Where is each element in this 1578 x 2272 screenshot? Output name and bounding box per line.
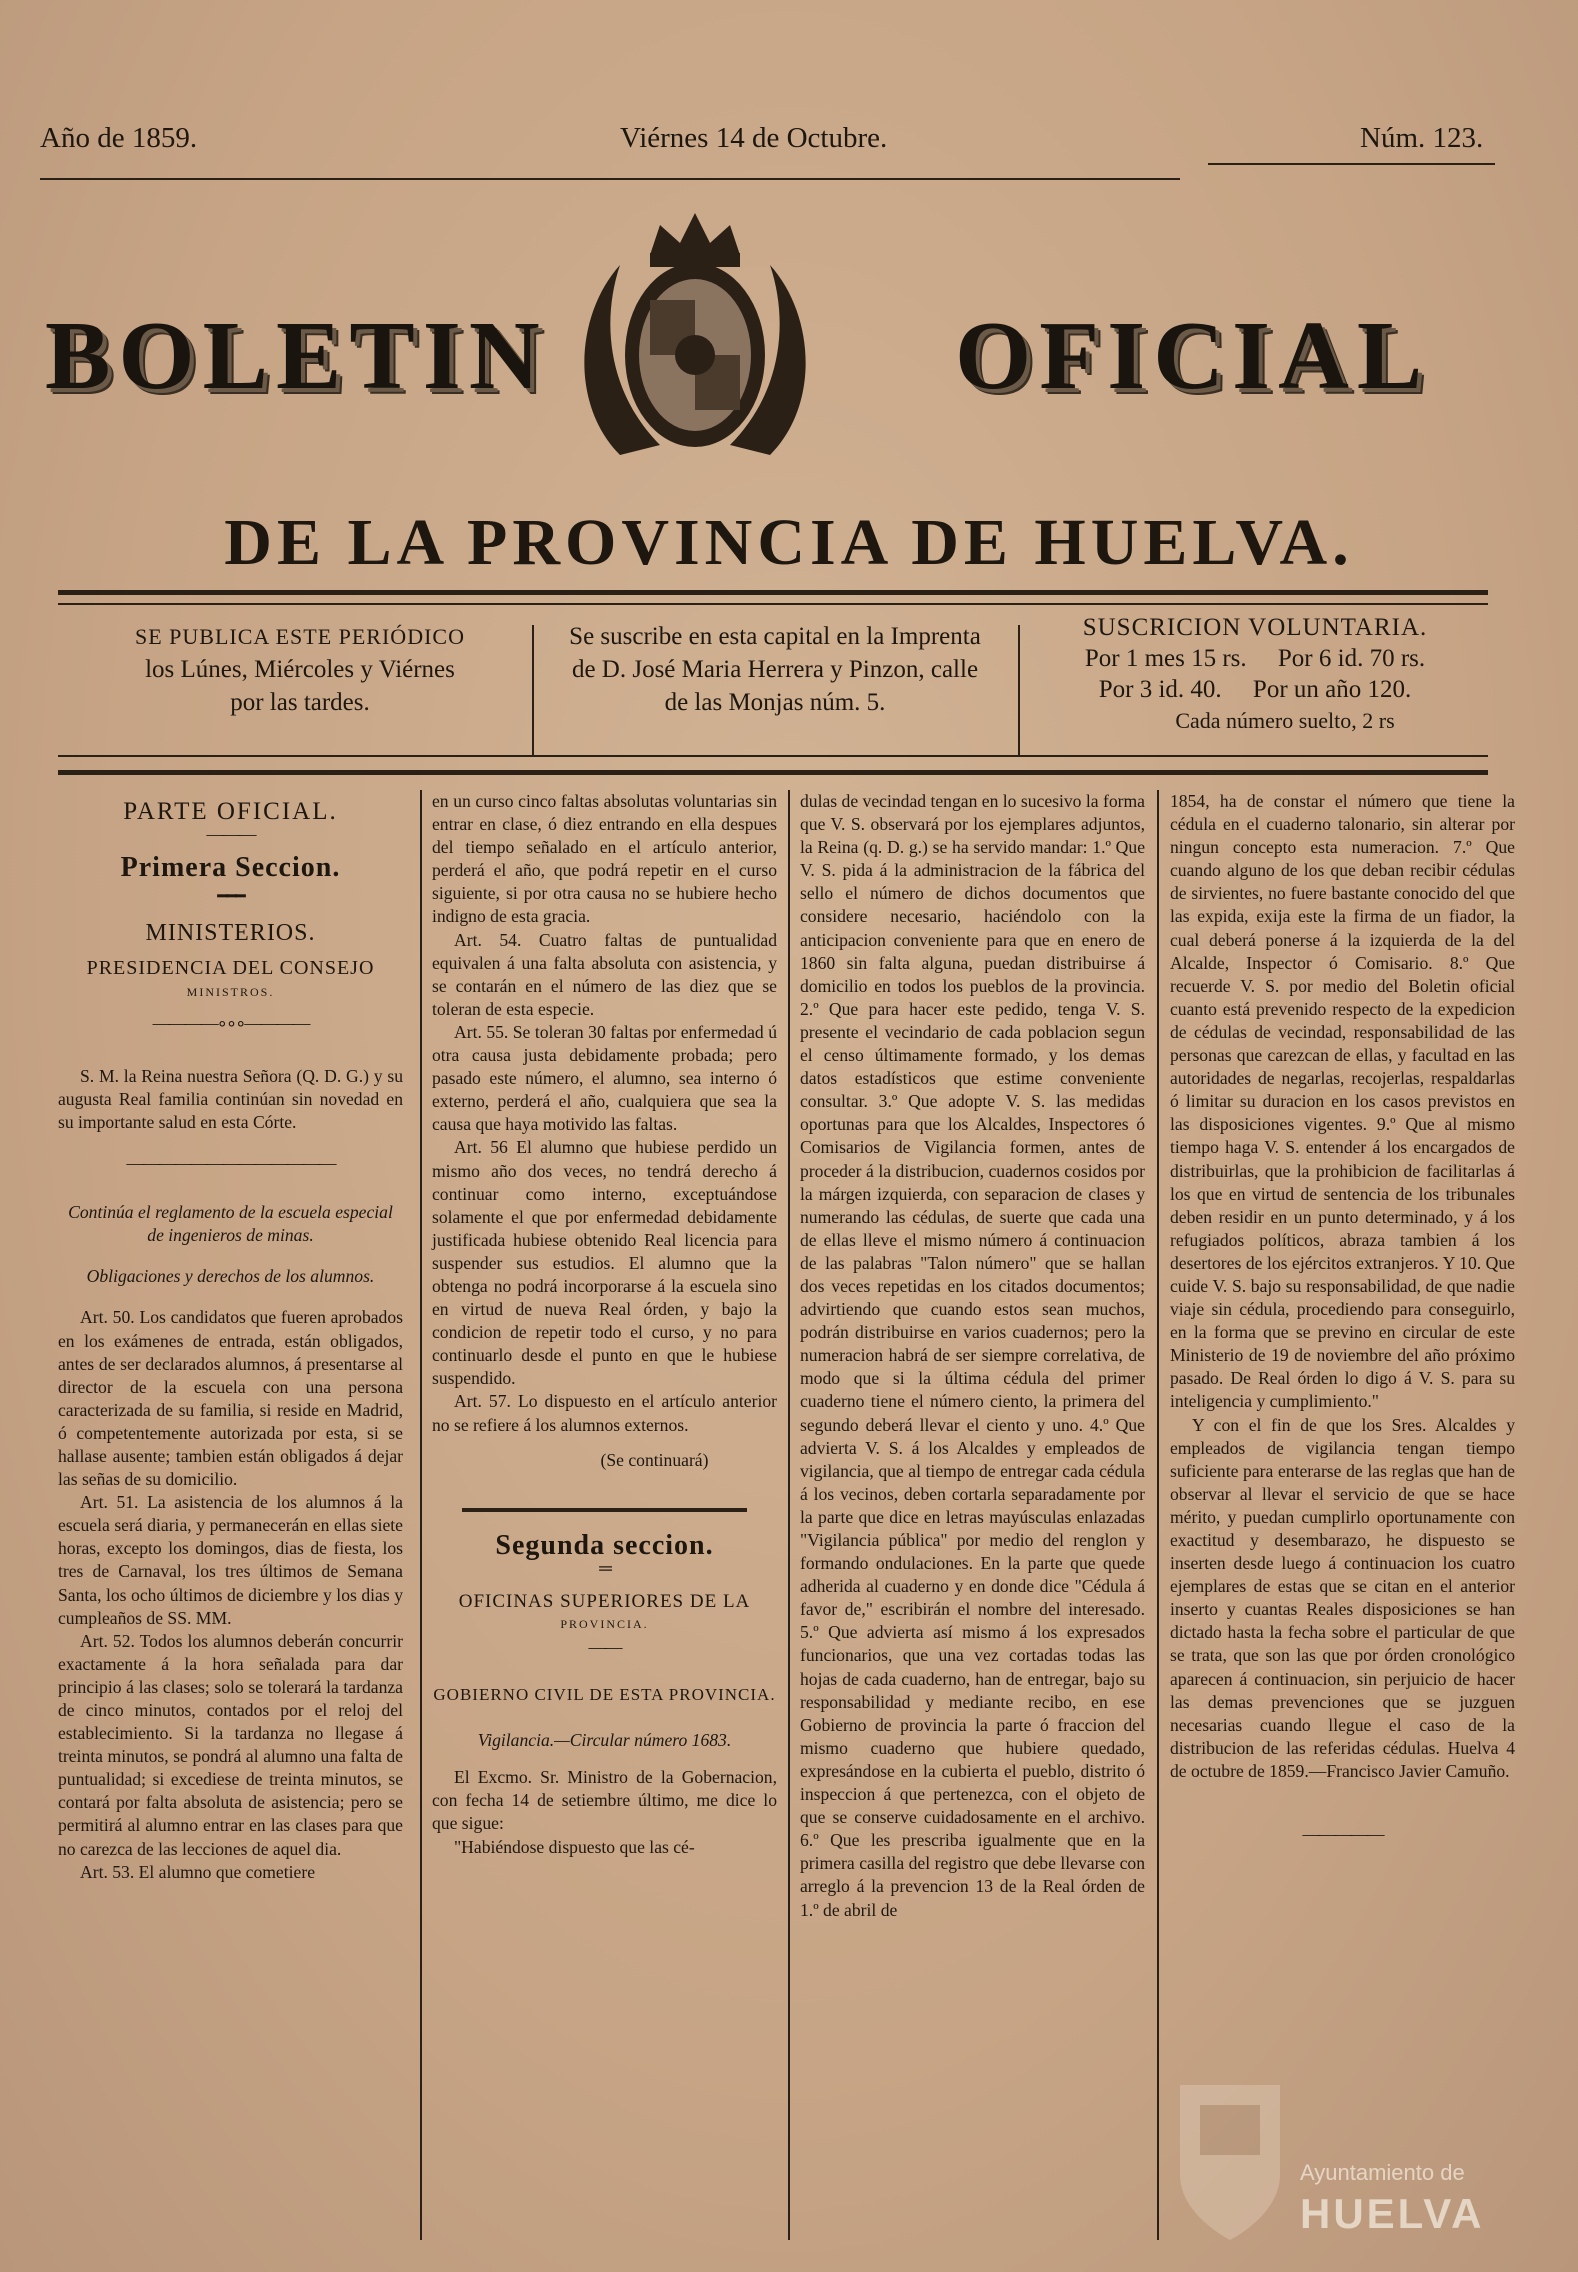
publish-line: por las tardes. — [230, 689, 370, 716]
ornament-rule: ――――――――――――― — [126, 1153, 335, 1174]
to-be-continued: (Se continuará) — [600, 1449, 709, 1470]
column-divider-3 — [1157, 790, 1159, 2240]
year-label: Año de 1859. — [40, 122, 198, 154]
issue-number: Núm. 123. — [1360, 122, 1484, 154]
info-top-rule — [58, 590, 1488, 595]
article-56: Art. 56 El alumno que hubiese perdido un mismo año dos veces, no tendrá derecho á continuar como interno, exceptuándose solamente el que por enfermedad debidamente justificada hubiese obtenido Real licencia para suspender sus estudios. El alumno que la obtenga no podrá incorporarse á la escuela sino en virtud de nueva Real órden, y bajo la condicion de repetir todo el curso, y no para continuarlo desde el punto en que le hubiese suspendido. — [432, 1137, 777, 1389]
column-divider-2 — [788, 790, 790, 2240]
top-rule-right — [1208, 163, 1495, 165]
section-title: Primera Seccion. — [120, 852, 341, 884]
presidency-heading: PRESIDENCIA DEL CONSEJO — [86, 957, 375, 980]
article-55: Art. 55. Se toleran 30 faltas por enfermedad ú otra causa justa debidamente probada; pero pasado este número, el alumno, sea interno ó externo, perderá el año, cualquiera que sea la causa que haya motivido las faltas. — [432, 1021, 777, 1135]
ministers-label: MINISTROS. — [186, 984, 275, 999]
subscribe-line: Se suscribe en esta capital en la Imprenta — [569, 623, 981, 650]
publish-line: SE PUBLICA ESTE PERIÓDICO — [135, 624, 465, 649]
offices-heading: OFICINAS SUPERIORES DE LA — [458, 1590, 751, 1612]
paragraph: en un curso cinco faltas absolutas voluntarias sin entrar en clase, ó diez entrando en ella despues del tiempo señalado en el artículo anterior, perderá el año, que podrá repetir en el curso siguiente, si por otra causa no se hubiere hecho indigno de esta gracia. — [432, 791, 777, 927]
column-3 — [800, 790, 1145, 1922]
ornament-rule: ――――∘∘∘―――― — [152, 1012, 309, 1033]
ornament-rule: ――― — [206, 824, 255, 845]
ornament-rule: ――――― — [1302, 1824, 1383, 1845]
paragraph: El Excmo. Sr. Ministro de la Gobernacion, con fecha 14 de setiembre último, me dice lo que sigue: — [432, 1767, 777, 1834]
paragraph-italic: Continúa el reglamento de la escuela especial de ingenieros de minas. — [68, 1202, 393, 1246]
voluntary-title: SUSCRICION VOLUNTARIA. — [1082, 614, 1428, 641]
column-1 — [58, 790, 403, 1884]
article-54: Art. 54. Cuatro faltas de puntualidad equivalen á una falta absoluta con asistencia, y se contarán en el número de las diez que se toleran de esta especie. — [432, 929, 777, 1019]
article-50: Art. 50. Los candidatos que fueren aprobados en los exámenes de entrada, están obligados, antes de ser declarados alumnos, á presentarse al director de la escuela con una persona caracterizada de su familia, si reside en Madrid, ó competentemente autorizada por esta, si se hallase ausente; tambien están obligados á dejar las señas de su domicilio. — [58, 1307, 403, 1490]
section-heading: PARTE OFICIAL. — [123, 798, 338, 825]
paragraph-italic: Obligaciones y derechos de los alumnos. — [86, 1266, 375, 1287]
ornament-rule: ━━━ — [217, 886, 244, 907]
paragraph: "Habiéndose dispuesto que las cé- — [454, 1836, 695, 1857]
info-bottom-rule-thin — [58, 755, 1488, 757]
watermark-line-2: HUELVA — [1300, 2190, 1485, 2237]
title-right: OFICIAL — [955, 302, 1431, 410]
paragraph: dulas de vecindad tengan en lo sucesivo la forma que V. S. observará por los ejemplares adjuntos, la Reina (q. D. g.) se ha servido mandar: 1.º Que V. S. pida á la administracion de la fábrica del sello el número de dichos documentos que considere necesario, haciéndolo con la anticipacion conveniente para que en enero de 1860 sin falta alguna, puedan distribuirse á domicilio en todos los pueblos de la provincia. 2.º Que para hacer este pedido, tenga V. S. presente el vecindario de cada poblacion segun el censo últimamente formado, y los demas datos estadísticos que estime conveniente consultar. 3.º Que adopte V. S. las medidas oportunas para que los Alcaldes, Inspectores ó Comisarios de Vigilancia formen, antes de proceder á la distribucion, cuadernos cosidos por la márgen izquierda, con separacion de clases y numerando las cédulas, de suerte que cada una de ellas lleve el mismo número á continuacion de las palabras "Talon número" que se hallan dos veces repetidas en los citados documentos; advirtiendo que cuando estos sean muchos, podrán distribuirse en varios cuadernos; pero la numeracion habrá de ser siempre correlativa, de modo que si la última cédula del primer cuaderno tiene el número ciento, la primera del segundo deberá llevar el ciento y uno. 4.º Que advierta V. S. á los Alcaldes y empleados de vigilancia, que al tiempo de entregar cada cédula á los vecinos, deben cortarla separadamente por la parte que dice en letras mayúsculas enlazadas "Vigilancia pública" por medio del renglon y formando ondulaciones. En la parte que quede adherida al cuaderno y en donde dice "Cédula á favor de," escribirán el nombre del interesado. 5.º Que advierta así mismo á los expresados funcionarios, que una vez cortadas todas las hojas de cada cuaderno, han de entregar, bajo su responsabilidad y mediante recibo, en ese Gobierno de provincia la parte ó fraccion del mismo cuaderno que hubiere quedado, expresándose en la cubierta el pueblo, distrito ó inspeccion á que pertenezca, con el objeto de que se conserve cuidadosamente en el archivo. 6.º Que les prescriba igualmente que en la primera casilla del registro que debe llevarse con arreglo á la prevencion 13 de la Real órden de 1.º de abril de — [800, 791, 1145, 1920]
ornament-rule: ―― — [588, 1637, 621, 1658]
info-divider-1 — [532, 625, 534, 755]
info-publish — [90, 620, 510, 750]
voluntary-line: Por 1 mes 15 rs. Por 6 id. 70 rs. — [1084, 645, 1426, 672]
ministry-heading: MINISTERIOS. — [145, 920, 316, 947]
province-title: DE LA PROVINCIA DE HUELVA. — [224, 506, 1354, 579]
article-51: Art. 51. La asistencia de los alumnos á la escuela será diaria, y permanecerán en ellas siete horas, excepto los domingos, dias de fiesta, los tres de Carnaval, los tres últimos de Semana Santa, los ocho últimos de diciembre y los dias y cumpleaños de SS. MM. — [58, 1492, 403, 1628]
info-subscribe — [540, 620, 1010, 750]
section-rule — [462, 1508, 747, 1512]
date-label: Viérnes 14 de Octubre. — [620, 122, 888, 154]
article-53: Art. 53. El alumno que cometiere — [80, 1861, 315, 1882]
column-4 — [1170, 790, 1515, 1846]
subscribe-line: de D. José Maria Herrera y Pinzon, calle — [571, 656, 979, 683]
subscribe-line: de las Monjas núm. 5. — [664, 689, 886, 716]
article-57: Art. 57. Lo dispuesto en el artículo anterior no se refiere á los alumnos externos. — [432, 1391, 777, 1435]
voluntary-line: Por 3 id. 40. Por un año 120. — [1098, 676, 1412, 703]
paragraph: 1854, ha de constar el número que tiene la cédula en el cuaderno talonario, sin alterar por ningun concepto esta numeracion. 7.º Que cuando alguno de los que deban recibir cédulas de sirvientes, no fuere bastante conocido del que las expida, exija este la firma de un fiador, la cual deberá ponerse á la izquierda de la del Alcalde, Inspector ó Comisario. 8.º Que recuerde V. S. por medio del Boletin oficial cuanto está prevenido respecto de la expedicion de cédulas de vecindad, responsabilidad de las personas que carezcan de ellas, y facultad en las autoridades de negarlas, recojerlas, respaldarlas ó limitar su duracion en los casos previstos en las disposiciones vigentes. 9.º Que al mismo tiempo haga V. S. entender á los encargados de distribuirlas, que la prohibicion de facilitarlas á los que en virtud de sentencia de los tribunales deben residir en un punto determinado, y á los refugiados políticos, abraza tambien á los desertores de los ejércitos extranjeros. Y 10. Que cuide V. S. bajo su responsabilidad, de que nadie viaje sin cédula, procediendo para conseguirlo, en la forma que se previno en circular de este Ministerio de 19 de noviembre del año próximo pasado. De Real órden lo digo á V. S. para su inteligencia y cumplimiento." — [1170, 791, 1515, 1412]
title-left: BOLETIN — [45, 302, 548, 410]
article-52: Art. 52. Todos los alumnos deberán concurrir exactamente á la hora señalada para dar principio á las clases; solo se tolerará la tardanza de cinco minutos, contados por el reloj del establecimiento. Si la tardanza no llegase á treinta minutos, se pondrá al alumno una falta de puntualidad; si excediese de treinta minutos, se contará por falta absoluta de asistencia; pero se permitirá al alumno entrar en las clases para que no carezca de las lecciones de aquel dia. — [58, 1630, 403, 1859]
info-voluntary — [1025, 612, 1485, 742]
info-divider-2 — [1018, 625, 1020, 755]
column-2 — [432, 790, 777, 1859]
info-top-rule-thin — [58, 603, 1488, 605]
ornament-rule: ═ — [599, 1557, 610, 1578]
column-divider-1 — [420, 790, 422, 2240]
paragraph: Y con el fin de que los Sres. Alcaldes y empleados de vigilancia tengan tiempo suficiente para enterarse de las reglas que han de observar al llevar el servicio de que se hace mérito, y puedan cumplirlo oportunamente con exactitud y desembarazo, he dispuesto se inserten desde luego á continuacion los cuatro ejemplares de estas que se citan en el anterior inserto y cuantas Reales disposiciones se han dictado hasta la fecha sobre el particular de que se trata, que son las que por órden cronológico aparecen á continuacion, sin perjuicio de hacer las demas prevenciones que se juzguen necesarias cuando llegue el caso de la distribucion de las referidas cédulas. Huelva 4 de octubre de 1859.—Francisco Javier Camuño. — [1170, 1414, 1515, 1781]
paragraph: S. M. la Reina nuestra Señora (Q. D. G.) y su augusta Real familia continúan sin novedad en su importante salud en esta Córte. — [58, 1065, 403, 1132]
watermark-line-1: Ayuntamiento de — [1300, 2160, 1465, 2185]
top-rule-left — [40, 178, 1180, 180]
voluntary-line: Cada número suelto, 2 rs — [1175, 708, 1395, 733]
province-label: PROVINCIA. — [560, 1617, 649, 1631]
royal-coat-of-arms — [580, 205, 810, 475]
publish-line: los Lúnes, Miércoles y Viérnes — [145, 656, 455, 683]
government-heading: GOBIERNO CIVIL DE ESTA PROVINCIA. — [433, 1685, 776, 1705]
section-title: Segunda seccion. — [495, 1529, 714, 1561]
circular-title: Vigilancia.—Circular número 1683. — [477, 1730, 732, 1751]
info-bottom-rule — [58, 770, 1488, 775]
